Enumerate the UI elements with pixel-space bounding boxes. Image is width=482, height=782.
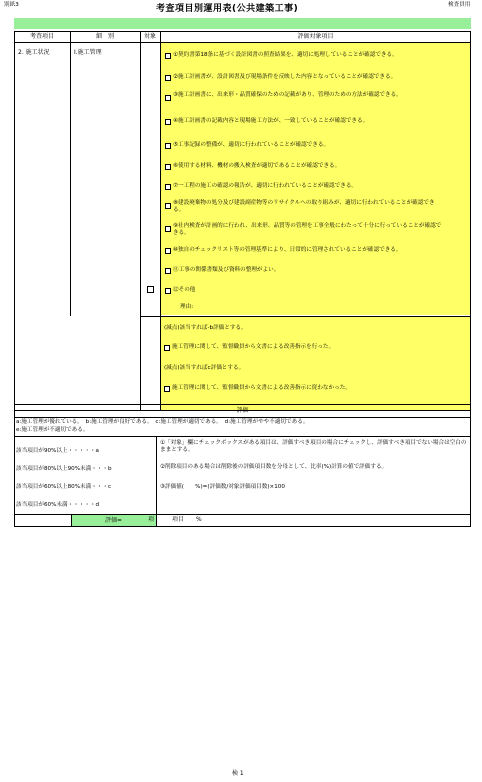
col-header-target: 対象 [143,32,156,40]
items-area [161,43,470,315]
item-6-checkbox[interactable] [165,164,171,170]
item-7-checkbox[interactable] [165,184,171,190]
item-2-text: ②施工計画書が、設計図書及び現場条件を反映した内容となっていることが確認できる。 [173,74,397,80]
item-12-text: ⑫その他 [173,287,196,293]
item-2-checkbox[interactable] [165,75,171,81]
item-5-checkbox[interactable] [165,143,171,149]
audience-tag: 検査員用 [448,2,471,8]
evaluation-header: 評価 [236,406,249,414]
evaluation-count-unit: 項 [148,516,155,523]
item-6-text: ⑥使用する材料、機材の搬入検査が適切であることが確認できる。 [173,163,341,169]
evaluation-percent: 項目 % [172,516,202,523]
note-3: ③評価値( %)=(評価数/対象評価項目数)×100 [160,484,285,490]
evaluation-result-label: 評価= [71,515,156,526]
col-header-detail: 細 別 [95,32,114,40]
item-5-text: ⑤工事記録の整備が、適切に行われていることが確認できる。 [173,142,330,148]
item-11-checkbox[interactable] [165,268,171,274]
criteria-b: 該当項目が80%以上90%未満・・・b [16,466,112,472]
item-9-text: ⑨社内検査が計画的に行われ、出来形、品質等の管理を工事全般にわたって十分に行っていることが確認できる。 [173,223,442,236]
item-8-text: ⑧建設廃棄物の処分及び建設副産物等のリサイクルへの取り組みが、適切に行われていることが確認できる。 [173,200,435,213]
item-10-checkbox[interactable] [165,248,171,254]
note-2: ②削除項目のある場合は削除後の評価項目数を分母として、比率(%)計算の値で評価する。 [160,464,388,470]
item-10-text: ⑩独自のチェックリスト等の管理基準により、日常的に管理されていることが確認できる。 [173,247,402,253]
deduct-1-checkbox[interactable] [164,345,170,351]
header-banner [14,18,471,29]
deduct-1-label: (減点)該当すれば-b評価とする。 [164,325,247,331]
criteria-d: 該当項目が60%未満・・・・・d [16,502,100,508]
item-11-text: ⑪工事の関係書類及び資料の整理がよい。 [173,267,280,273]
item-3-text: ③施工計画書に、出来形・品質確保のための記載があり、管理のための方法が確認できる。 [173,92,402,98]
item-8-checkbox[interactable] [165,203,171,209]
deduct-2-item: 施工管理に関して、監督職員から文書による改善指示に従わなかった。 [172,385,351,391]
subcategory-label: Ⅰ.施工管理 [74,49,102,56]
grades-line-2: e:施工管理が不適切である。 [16,427,89,433]
page-title: 考査項目別運用表(公共建築工事) [156,4,299,14]
item-4-text: ④施工計画書の記載内容と現場施工方法が、一致していることが確認できる。 [173,118,369,124]
item-3-checkbox[interactable] [165,95,171,101]
category-label: 2. 施工状況 [18,49,50,56]
deduct-1-item: 施工管理に関して、監督職員から文書による改善指示を行った。 [172,344,335,350]
criteria-a: 該当項目が90%以上・・・・・a [16,448,99,454]
grades-line-1: a:施工管理が優れている。 b:施工管理が良好である。 c:施工管理が適切である。 d:施工管理がやや不適切である。 [16,419,309,425]
item-1-text: ①契約書第18条に基づく設計図書の照査結果を、適切に処理していることが確認できる。 [173,52,398,58]
deduct-2-checkbox[interactable] [164,386,170,392]
page-number: 検 1 [232,770,244,777]
item-7-text: ⑦一工程の施工の確認の報告が、適切に行われていることが確認できる。 [173,183,358,189]
col-header-items: 評価対象項目 [297,32,334,40]
target-checkbox-other[interactable] [147,286,154,293]
item-1-checkbox[interactable] [165,53,171,59]
criteria-c: 該当項目が60%以上80%未満・・・c [16,484,112,490]
item-12-checkbox[interactable] [165,288,171,294]
note-1: ①「対象」欄にチェックボックスがある項目は、評価すべき項目の場合にチェックし、評価すべき項目でない場合は空白のままとする。 [160,440,467,453]
document-tag: 別紙3 [4,2,19,8]
item-4-checkbox[interactable] [165,119,171,125]
col-header-category: 考査項目 [29,32,54,40]
reason-label: 理由: [180,304,194,310]
deduct-2-label: (減点)該当すればc評価とする。 [164,365,245,371]
item-9-checkbox[interactable] [165,226,171,232]
